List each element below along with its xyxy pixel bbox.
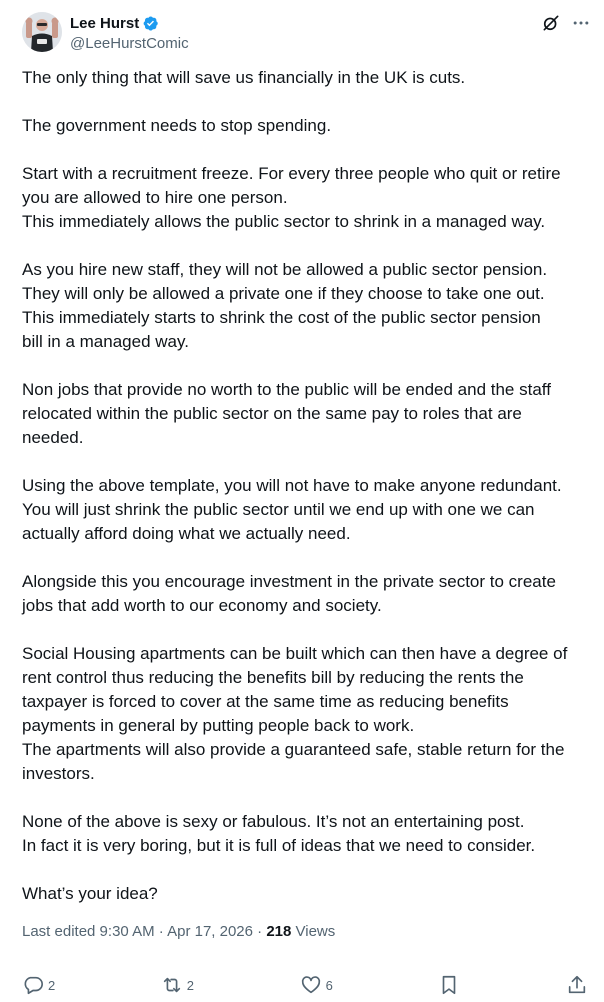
post-paragraph: The only thing that will save us financially in the UK is cuts. bbox=[22, 68, 466, 87]
reply-icon bbox=[22, 974, 44, 996]
header-icons bbox=[540, 12, 592, 34]
reply-button[interactable] bbox=[22, 974, 55, 996]
grok-icon[interactable] bbox=[540, 12, 562, 34]
post-paragraph: The government needs to stop spending. bbox=[22, 116, 332, 135]
views-label: Views bbox=[291, 923, 336, 940]
post-paragraph: What’s your idea? bbox=[22, 884, 158, 903]
like-button[interactable] bbox=[300, 974, 333, 996]
views-count: 218 bbox=[266, 923, 292, 940]
bookmark-button[interactable] bbox=[438, 974, 460, 996]
handle[interactable]: @LeeHurstComic bbox=[70, 35, 189, 52]
post-paragraph: Alongside this you encourage investment in the private sector to create jobs that add worth to our economy and society. bbox=[22, 572, 556, 615]
post-paragraph: Using the above template, you will not have to make anyone redundant. You will just shrink the public sector until we end up with one we can actually afford doing what we actually need. bbox=[22, 476, 562, 543]
repost-button[interactable] bbox=[161, 974, 194, 996]
avatar[interactable] bbox=[22, 12, 62, 52]
display-name[interactable]: Lee Hurst bbox=[70, 14, 140, 32]
post-paragraph: None of the above is sexy or fabulous. It’s not an entertaining post. In fact it is very boring, but it is full of ideas that we need to consider. bbox=[22, 812, 536, 855]
heart-icon bbox=[300, 974, 322, 996]
bookmark-icon bbox=[438, 974, 460, 996]
post-text bbox=[22, 66, 588, 930]
like-count: 6 bbox=[325, 977, 333, 993]
name-block bbox=[70, 13, 189, 53]
post-header bbox=[22, 12, 592, 56]
repost-count: 2 bbox=[186, 977, 195, 993]
verified-badge-icon[interactable] bbox=[142, 15, 159, 32]
repost-icon bbox=[161, 974, 183, 996]
share-icon bbox=[566, 974, 588, 996]
post-paragraph: Non jobs that provide no worth to the public will be ended and the staff relocated within the public sector on the same pay to roles that are needed. bbox=[22, 380, 551, 447]
display-name-row bbox=[70, 13, 189, 33]
more-icon[interactable] bbox=[570, 12, 592, 34]
reply-count: 2 bbox=[48, 977, 56, 993]
post-paragraph: Social Housing apartments can be built which can then have a degree of rent control thus reducing the benefits bill by reducing the rents the taxpayer is forced to cover at the same time as reducing benefits payments in general by putting people back to work. The apartments will also provide a guaranteed safe, stable return for the investors. bbox=[22, 644, 568, 783]
post-paragraph: As you hire new staff, they will not be allowed a public sector pension. They will only be allowed a private one if they choose to take one out. This immediately starts to shrink the cost of the public sector pension bill in a managed way. bbox=[22, 260, 548, 351]
edited-timestamp[interactable]: Last edited 9:30 AM · Apr 17, 2026 · bbox=[22, 923, 267, 940]
action-bar bbox=[22, 972, 588, 998]
post-paragraph: Start with a recruitment freeze. For every three people who quit or retire you are allowed to hire one person. This immediately allows the public sector to shrink in a managed way. bbox=[22, 164, 561, 231]
post-meta bbox=[22, 922, 335, 942]
share-button[interactable] bbox=[566, 974, 588, 996]
